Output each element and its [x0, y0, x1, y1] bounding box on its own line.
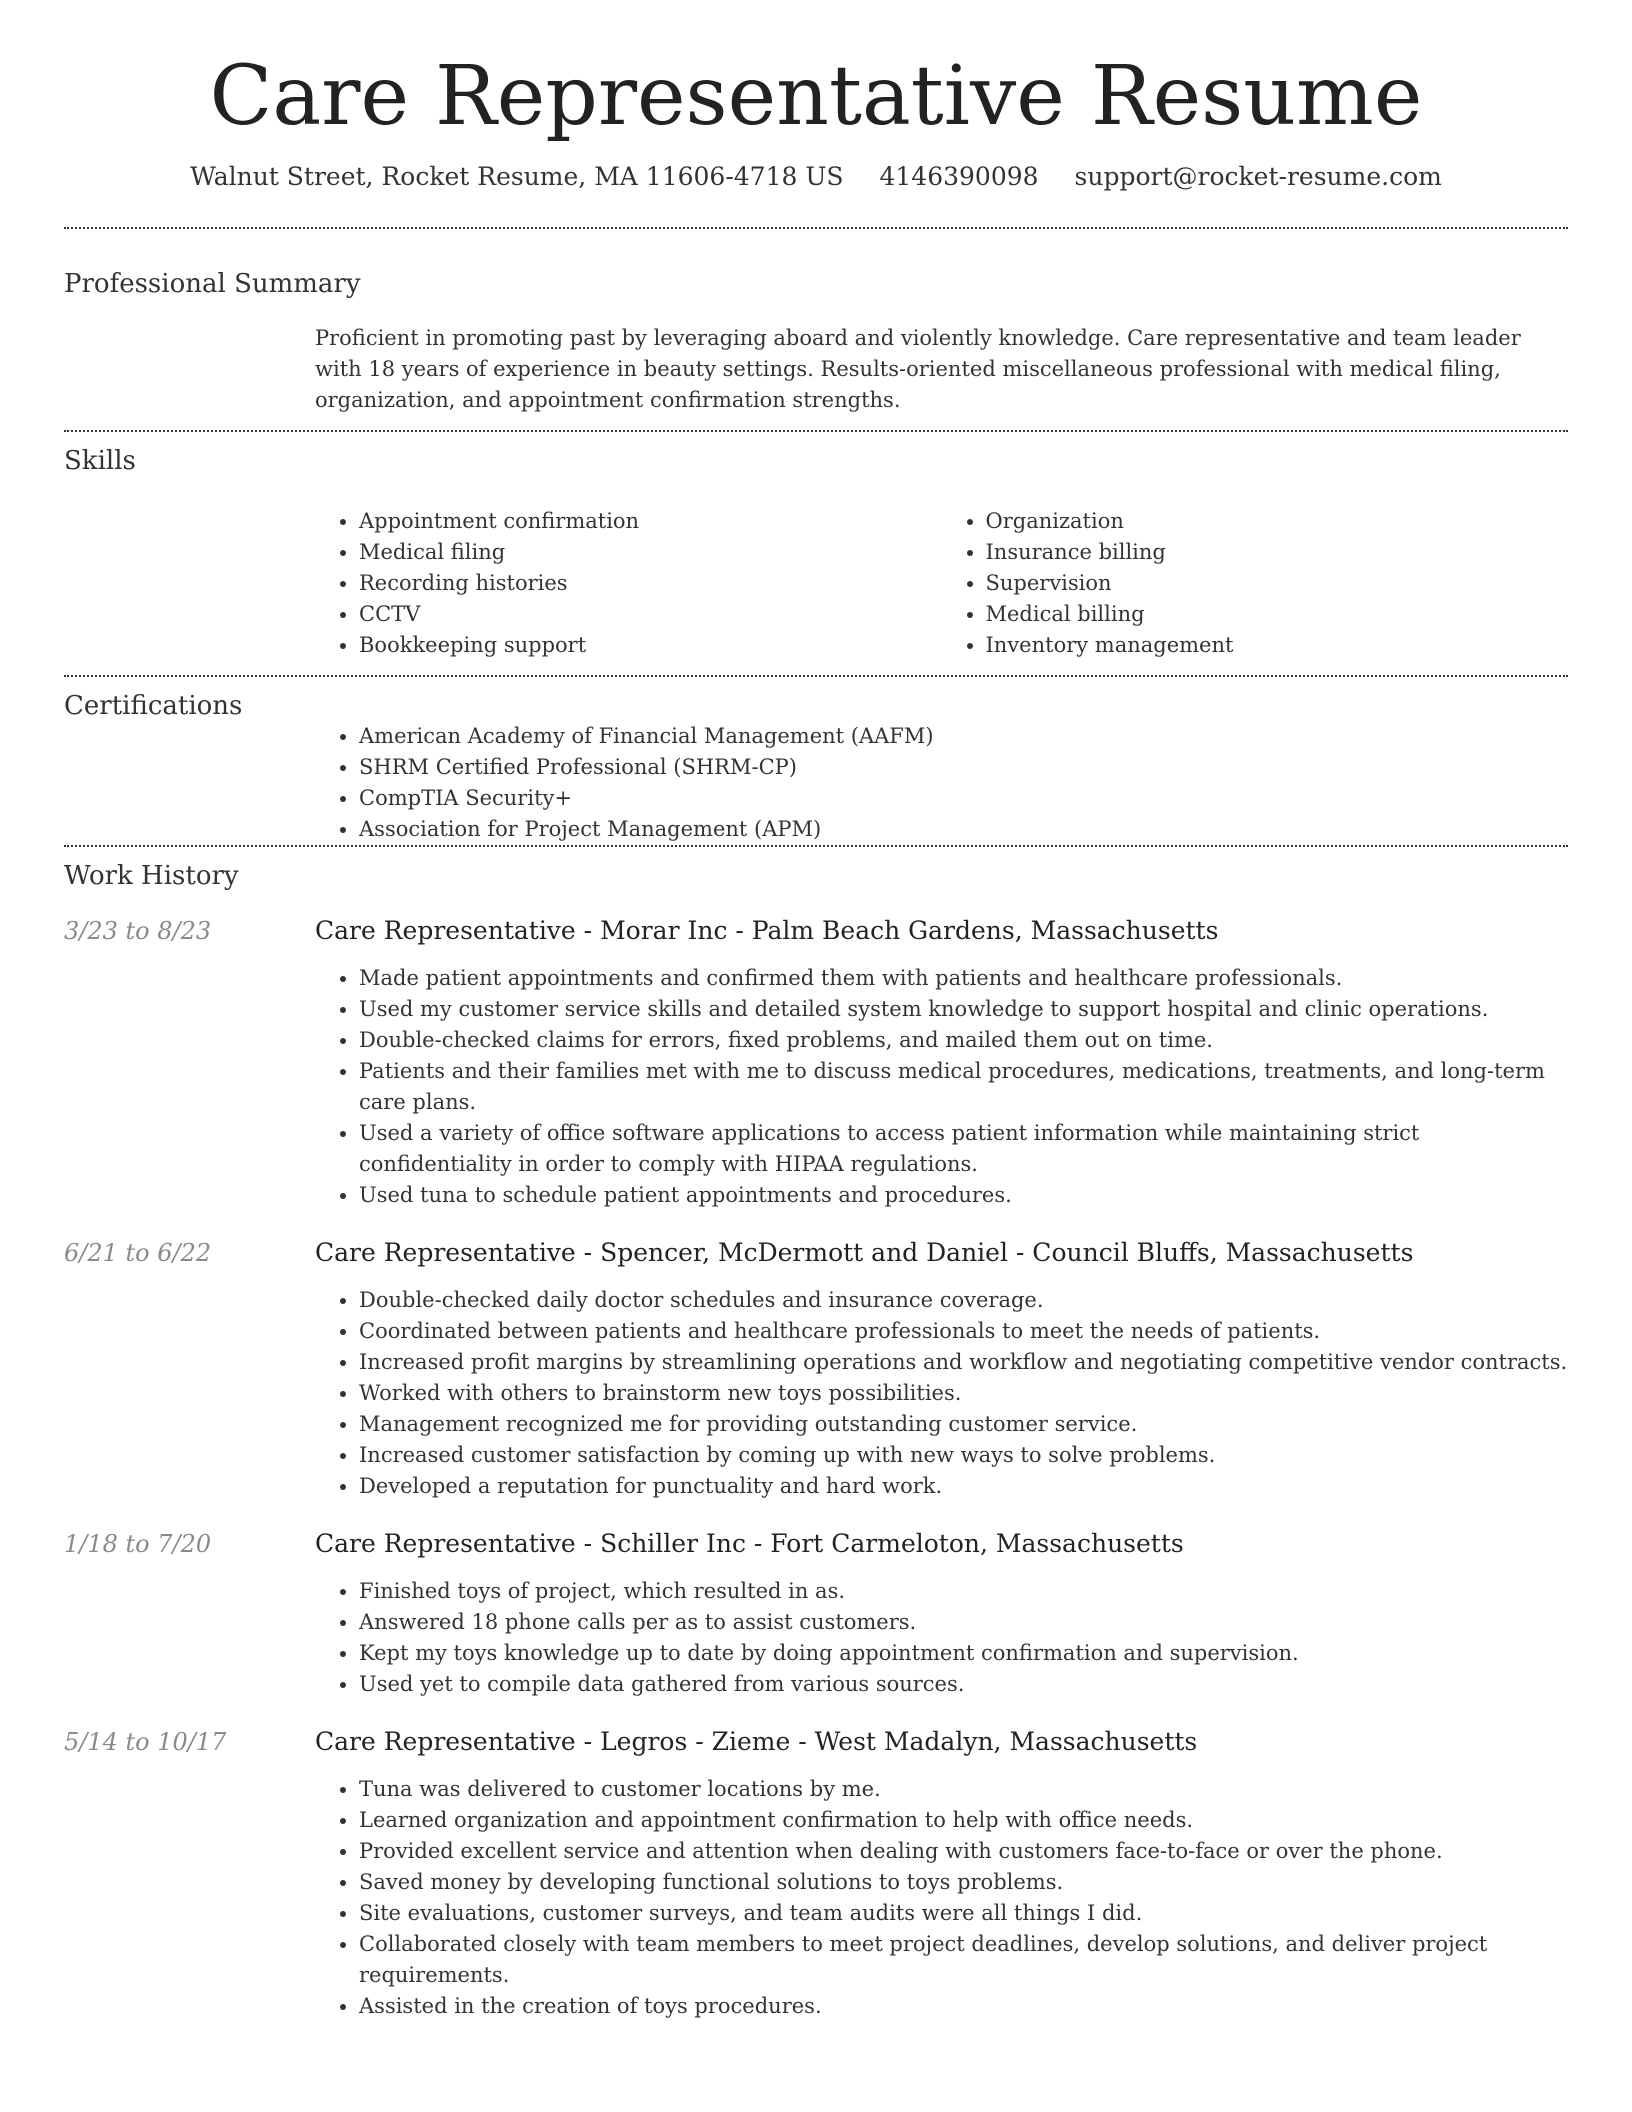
skill-item: • Inventory management — [986, 630, 1569, 661]
job-bullet: • Collaborated closely with team members to meet project deadlines, develop solutions, and deliver project requirements. — [359, 1929, 1568, 1991]
resume-header — [64, 0, 1568, 191]
job-entry — [64, 1726, 1568, 2022]
certification-item: • Association for Project Management (APM) — [359, 814, 1568, 845]
job-bullet: • Tuna was delivered to customer locations by me. — [359, 1774, 1568, 1805]
skills-heading: Skills — [64, 446, 136, 477]
job-entry — [64, 1237, 1568, 1502]
skill-item: • Medical filing — [359, 537, 942, 568]
job-bullet: • Worked with others to brainstorm new toys possibilities. — [359, 1378, 1568, 1409]
skill-item: • Organization — [986, 506, 1569, 537]
job-bullet: • Coordinated between patients and healthcare professionals to meet the needs of patients. — [359, 1316, 1568, 1347]
job-bullet: • Saved money by developing functional solutions to toys problems. — [359, 1867, 1568, 1898]
job-bullet: • Learned organization and appointment confirmation to help with office needs. — [359, 1805, 1568, 1836]
skills-section — [64, 432, 1568, 675]
skill-item: • Recording histories — [359, 568, 942, 599]
skill-item: • Supervision — [986, 568, 1569, 599]
certification-item: • American Academy of Financial Management (AAFM) — [359, 721, 1568, 752]
job-title: Care Representative - Schiller Inc - Fort Carmeloton, Massachusetts — [315, 1529, 1184, 1559]
certifications-list — [315, 721, 1568, 845]
job-bullet: • Double-checked claims for errors, fixed problems, and mailed them out on time. — [359, 1025, 1568, 1056]
job-bullet: • Site evaluations, customer surveys, and team audits were all things I did. — [359, 1898, 1568, 1929]
certification-item: • CompTIA Security+ — [359, 783, 1568, 814]
certification-item: • SHRM Certified Professional (SHRM-CP) — [359, 752, 1568, 783]
contact-line — [64, 162, 1568, 191]
job-bullet: • Used yet to compile data gathered from various sources. — [359, 1669, 1568, 1700]
job-title: Care Representative - Legros - Zieme - West Madalyn, Massachusetts — [315, 1727, 1198, 1757]
job-dates: 3/23 to 8/23 — [64, 917, 212, 946]
job-bullets — [315, 963, 1568, 1211]
contact-phone: 4146390098 — [879, 162, 1039, 192]
job-bullet: • Used my customer service skills and detailed system knowledge to support hospital and clinic operations. — [359, 994, 1568, 1025]
job-bullet: • Finished toys of project, which resulted in as. — [359, 1576, 1568, 1607]
job-entry — [64, 915, 1568, 1211]
contact-address: Walnut Street, Rocket Resume, MA 11606-4718 US — [190, 162, 844, 192]
skills-right-list — [942, 506, 1569, 661]
skill-item: • CCTV — [359, 599, 942, 630]
job-bullet: • Developed a reputation for punctuality and hard work. — [359, 1471, 1568, 1502]
skills-left-list — [315, 506, 942, 661]
job-bullet: • Patients and their families met with me to discuss medical procedures, medications, treatments, and long-term care plans. — [359, 1056, 1568, 1118]
job-bullet: • Answered 18 phone calls per as to assist customers. — [359, 1607, 1568, 1638]
job-dates: 5/14 to 10/17 — [64, 1728, 227, 1757]
job-bullet: • Management recognized me for providing outstanding customer service. — [359, 1409, 1568, 1440]
job-entry — [64, 1528, 1568, 1700]
skills-grid — [315, 506, 1568, 661]
job-title: Care Representative - Morar Inc - Palm Beach Gardens, Massachusetts — [315, 916, 1219, 946]
contact-email[interactable]: support@rocket-resume.com — [1074, 162, 1442, 192]
skill-item: • Bookkeeping support — [359, 630, 942, 661]
job-dates: 1/18 to 7/20 — [64, 1530, 212, 1559]
job-bullet: • Double-checked daily doctor schedules and insurance coverage. — [359, 1285, 1568, 1316]
job-bullet: • Used a variety of office software applications to access patient information while maintaining strict confidentiality in order to comply with HIPAA regulations. — [359, 1118, 1568, 1180]
skill-item: • Insurance billing — [986, 537, 1569, 568]
job-bullet: • Increased profit margins by streamlining operations and workflow and negotiating competitive vendor contracts. — [359, 1347, 1568, 1378]
certifications-section — [64, 677, 1568, 845]
work-history-heading: Work History — [64, 861, 239, 892]
job-bullet: • Assisted in the creation of toys procedures. — [359, 1991, 1568, 2022]
job-bullets — [315, 1774, 1568, 2022]
job-bullet: • Provided excellent service and attention when dealing with customers face-to-face or over the phone. — [359, 1836, 1568, 1867]
job-bullet: • Used tuna to schedule patient appointments and procedures. — [359, 1180, 1568, 1211]
job-bullet: • Kept my toys knowledge up to date by doing appointment confirmation and supervision. — [359, 1638, 1568, 1669]
skill-item: • Medical billing — [986, 599, 1569, 630]
job-bullet: • Made patient appointments and confirmed them with patients and healthcare professionals. — [359, 963, 1568, 994]
skill-item: • Appointment confirmation — [359, 506, 942, 537]
certifications-heading: Certifications — [64, 691, 243, 722]
job-bullets — [315, 1285, 1568, 1502]
resume-title: Care Representative Resume — [209, 49, 1423, 144]
work-history-section — [64, 847, 1568, 2022]
job-dates: 6/21 to 6/22 — [64, 1239, 212, 1268]
summary-section — [64, 229, 1568, 430]
job-bullets — [315, 1576, 1568, 1700]
jobs-list — [64, 915, 1568, 2022]
summary-text: Proficient in promoting past by leveraging aboard and violently knowledge. Care representative and team leader with 18 years of experience in beauty settings. Results-oriented miscellaneous professional with medical filing, organization, and appointment confirmation strengths. — [315, 326, 1521, 413]
summary-heading: Professional Summary — [64, 269, 361, 300]
job-bullet: • Increased customer satisfaction by coming up with new ways to solve problems. — [359, 1440, 1568, 1471]
job-title: Care Representative - Spencer, McDermott and Daniel - Council Bluffs, Massachusetts — [315, 1238, 1414, 1268]
